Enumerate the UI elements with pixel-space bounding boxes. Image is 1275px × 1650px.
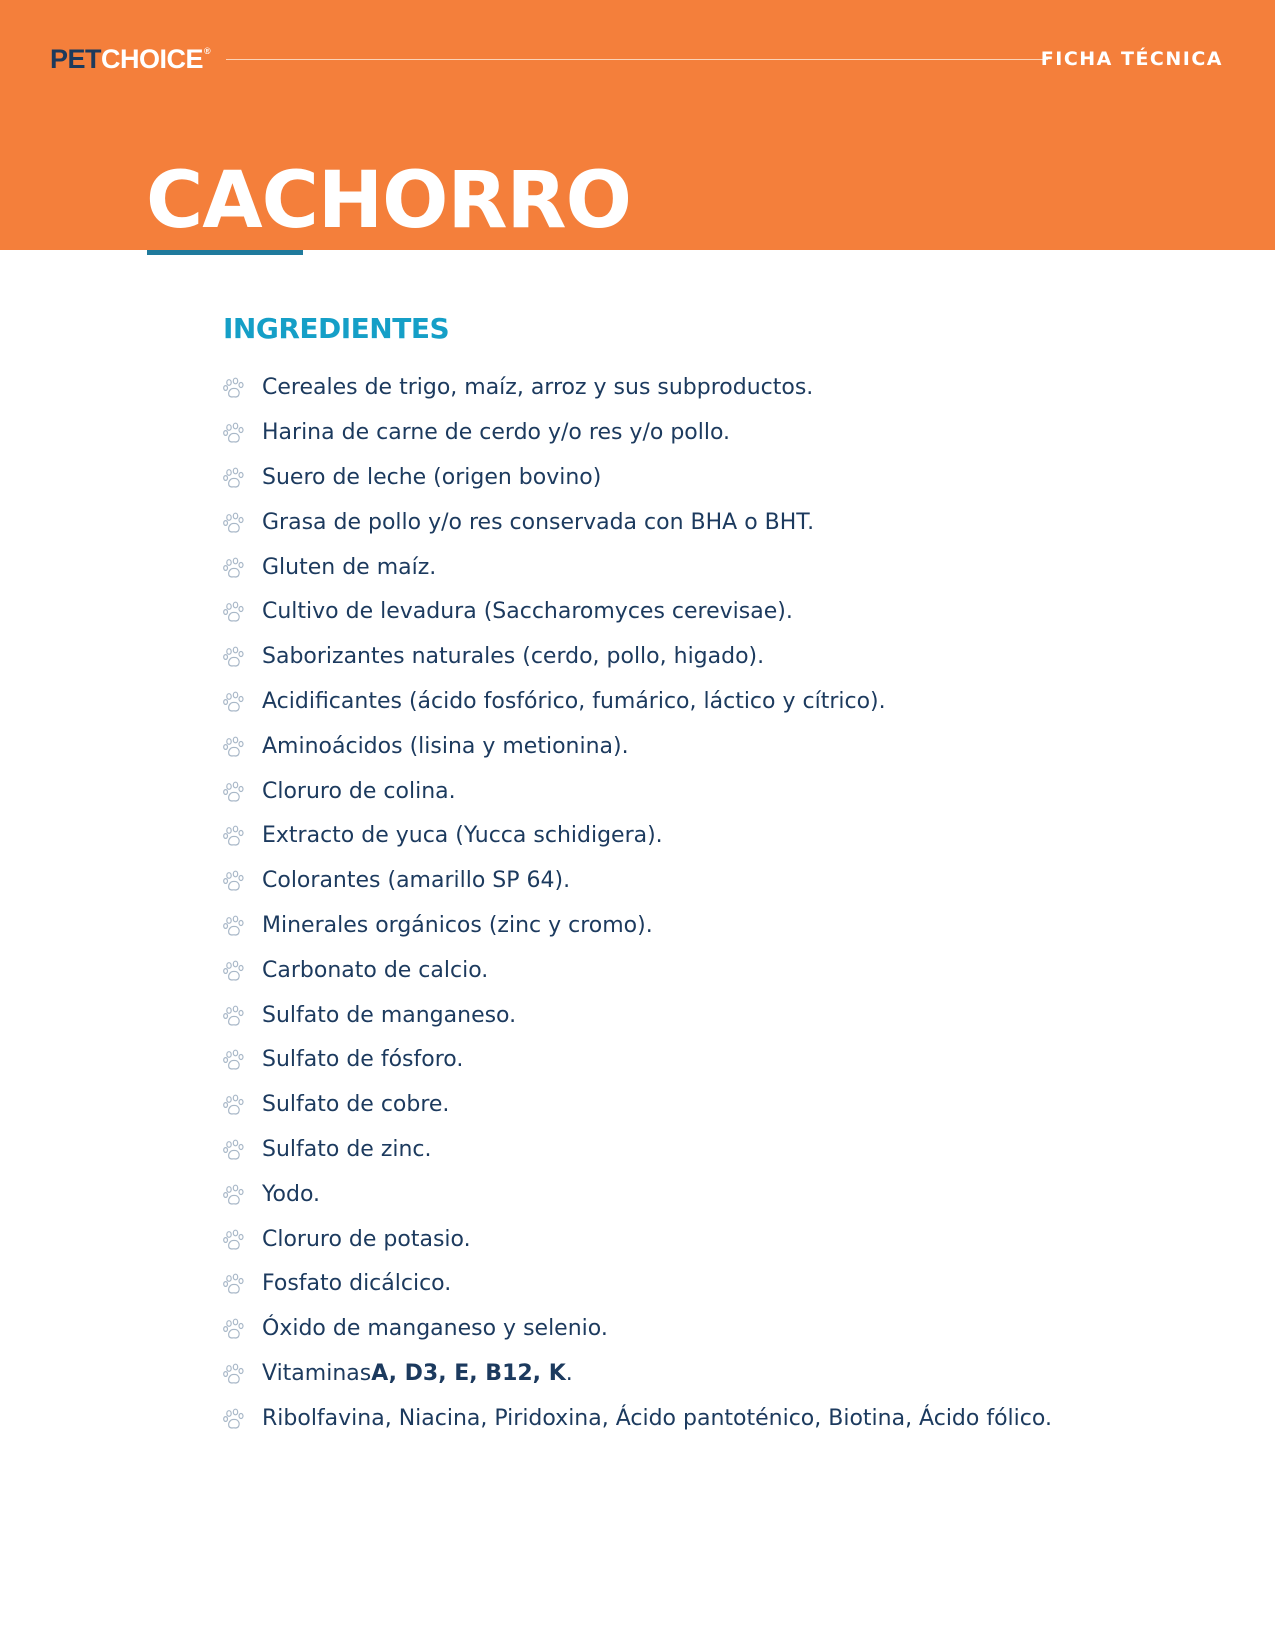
list-item — [222, 680, 1222, 725]
paw-print-icon — [222, 735, 246, 759]
ingredient-text: Grasa de pollo y/o res conservada con BHA o BHT. — [262, 509, 815, 535]
title-underline — [147, 250, 303, 255]
list-item — [222, 724, 1222, 769]
petchoice-logo — [50, 44, 210, 74]
paw-print-icon — [222, 914, 246, 938]
list-item — [222, 1083, 1222, 1128]
paw-print-icon — [222, 466, 246, 490]
ingredient-text: Cloruro de potasio. — [262, 1226, 471, 1252]
paw-print-icon — [222, 1048, 246, 1072]
paw-print-icon — [222, 869, 246, 893]
paw-print-icon — [222, 376, 246, 400]
list-item — [222, 993, 1222, 1038]
ingredient-text: Sulfato de zinc. — [262, 1136, 432, 1162]
list-item — [222, 859, 1222, 904]
list-item — [222, 769, 1222, 814]
ingredient-text: Ribolfavina, Niacina, Piridoxina, Ácido pantoténico, Biotina, Ácido fólico. — [262, 1405, 1052, 1431]
list-item — [222, 904, 1222, 949]
list-item — [222, 1172, 1222, 1217]
ingredient-text: Aminoácidos (lisina y metionina). — [262, 733, 629, 759]
document-type-label: FICHA TÉCNICA — [1040, 48, 1223, 70]
list-item — [222, 1396, 1222, 1441]
paw-print-icon — [222, 1183, 246, 1207]
paw-print-icon — [222, 511, 246, 535]
paw-print-icon — [222, 1093, 246, 1117]
list-item — [222, 500, 1222, 545]
paw-print-icon — [222, 1362, 246, 1386]
ingredient-text: Gluten de maíz. — [262, 554, 437, 580]
paw-print-icon — [222, 1138, 246, 1162]
ingredient-text: Cultivo de levadura (Saccharomyces cerevisae). — [262, 599, 793, 625]
paw-print-icon — [222, 421, 246, 445]
paw-print-icon — [222, 959, 246, 983]
paw-print-icon — [222, 556, 246, 580]
logo-registered-mark: ® — [204, 46, 211, 56]
paw-print-icon — [222, 1407, 246, 1431]
ingredient-text: Sulfato de cobre. — [262, 1092, 450, 1118]
header-divider — [226, 59, 1048, 60]
list-item — [222, 1307, 1222, 1352]
list-item — [222, 1038, 1222, 1083]
list-item — [222, 366, 1222, 411]
list-item — [222, 635, 1222, 680]
logo-text-pet: PET — [50, 44, 102, 74]
list-item — [222, 1262, 1222, 1307]
ingredient-text: Extracto de yuca (Yucca schidigera). — [262, 823, 663, 849]
ingredient-text: Yodo. — [262, 1181, 321, 1207]
ingredient-text: Saborizantes naturales (cerdo, pollo, higado). — [262, 644, 765, 670]
vitamins-list: A, D3, E, B12, K — [371, 1360, 566, 1386]
paw-print-icon — [222, 1228, 246, 1252]
paw-print-icon — [222, 824, 246, 848]
ingredient-text: Acidificantes (ácido fosfórico, fumárico, láctico y cítrico). — [262, 688, 886, 714]
ingredient-text: Suero de leche (origen bovino) — [262, 464, 602, 490]
ingredients-heading: INGREDIENTES — [223, 312, 450, 345]
ingredient-text: Sulfato de fósforo. — [262, 1047, 464, 1073]
ingredient-list — [222, 366, 1222, 1441]
header-band — [0, 0, 1275, 250]
ingredient-text: Carbonato de calcio. — [262, 957, 489, 983]
ingredient-text: Cloruro de colina. — [262, 778, 456, 804]
ingredient-text: Minerales orgánicos (zinc y cromo). — [262, 912, 653, 938]
paw-print-icon — [222, 1317, 246, 1341]
logo-text-choice: CHOICE — [101, 44, 204, 74]
list-item — [222, 1352, 1222, 1397]
list-item — [222, 545, 1222, 590]
vitamins-end: . — [565, 1360, 573, 1386]
ingredient-text: Fosfato dicálcico. — [262, 1271, 452, 1297]
list-item — [222, 456, 1222, 501]
ingredient-text: Colorantes (amarillo SP 64). — [262, 868, 571, 894]
paw-print-icon — [222, 1272, 246, 1296]
ingredient-text: Cereales de trigo, maíz, arroz y sus subproductos. — [262, 375, 814, 401]
ingredient-text: Harina de carne de cerdo y/o res y/o pollo. — [262, 420, 731, 446]
list-item — [222, 590, 1222, 635]
page-title: CACHORRO — [146, 156, 631, 246]
ingredient-text: Sulfato de manganeso. — [262, 1002, 517, 1028]
paw-print-icon — [222, 1004, 246, 1028]
list-item — [222, 814, 1222, 859]
paw-print-icon — [222, 600, 246, 624]
list-item — [222, 948, 1222, 993]
ingredient-text: Óxido de manganeso y selenio. — [262, 1316, 608, 1342]
list-item — [222, 411, 1222, 456]
paw-print-icon — [222, 645, 246, 669]
paw-print-icon — [222, 780, 246, 804]
paw-print-icon — [222, 690, 246, 714]
list-item — [222, 1128, 1222, 1173]
vitamins-label: Vitaminas — [262, 1360, 372, 1386]
list-item — [222, 1217, 1222, 1262]
